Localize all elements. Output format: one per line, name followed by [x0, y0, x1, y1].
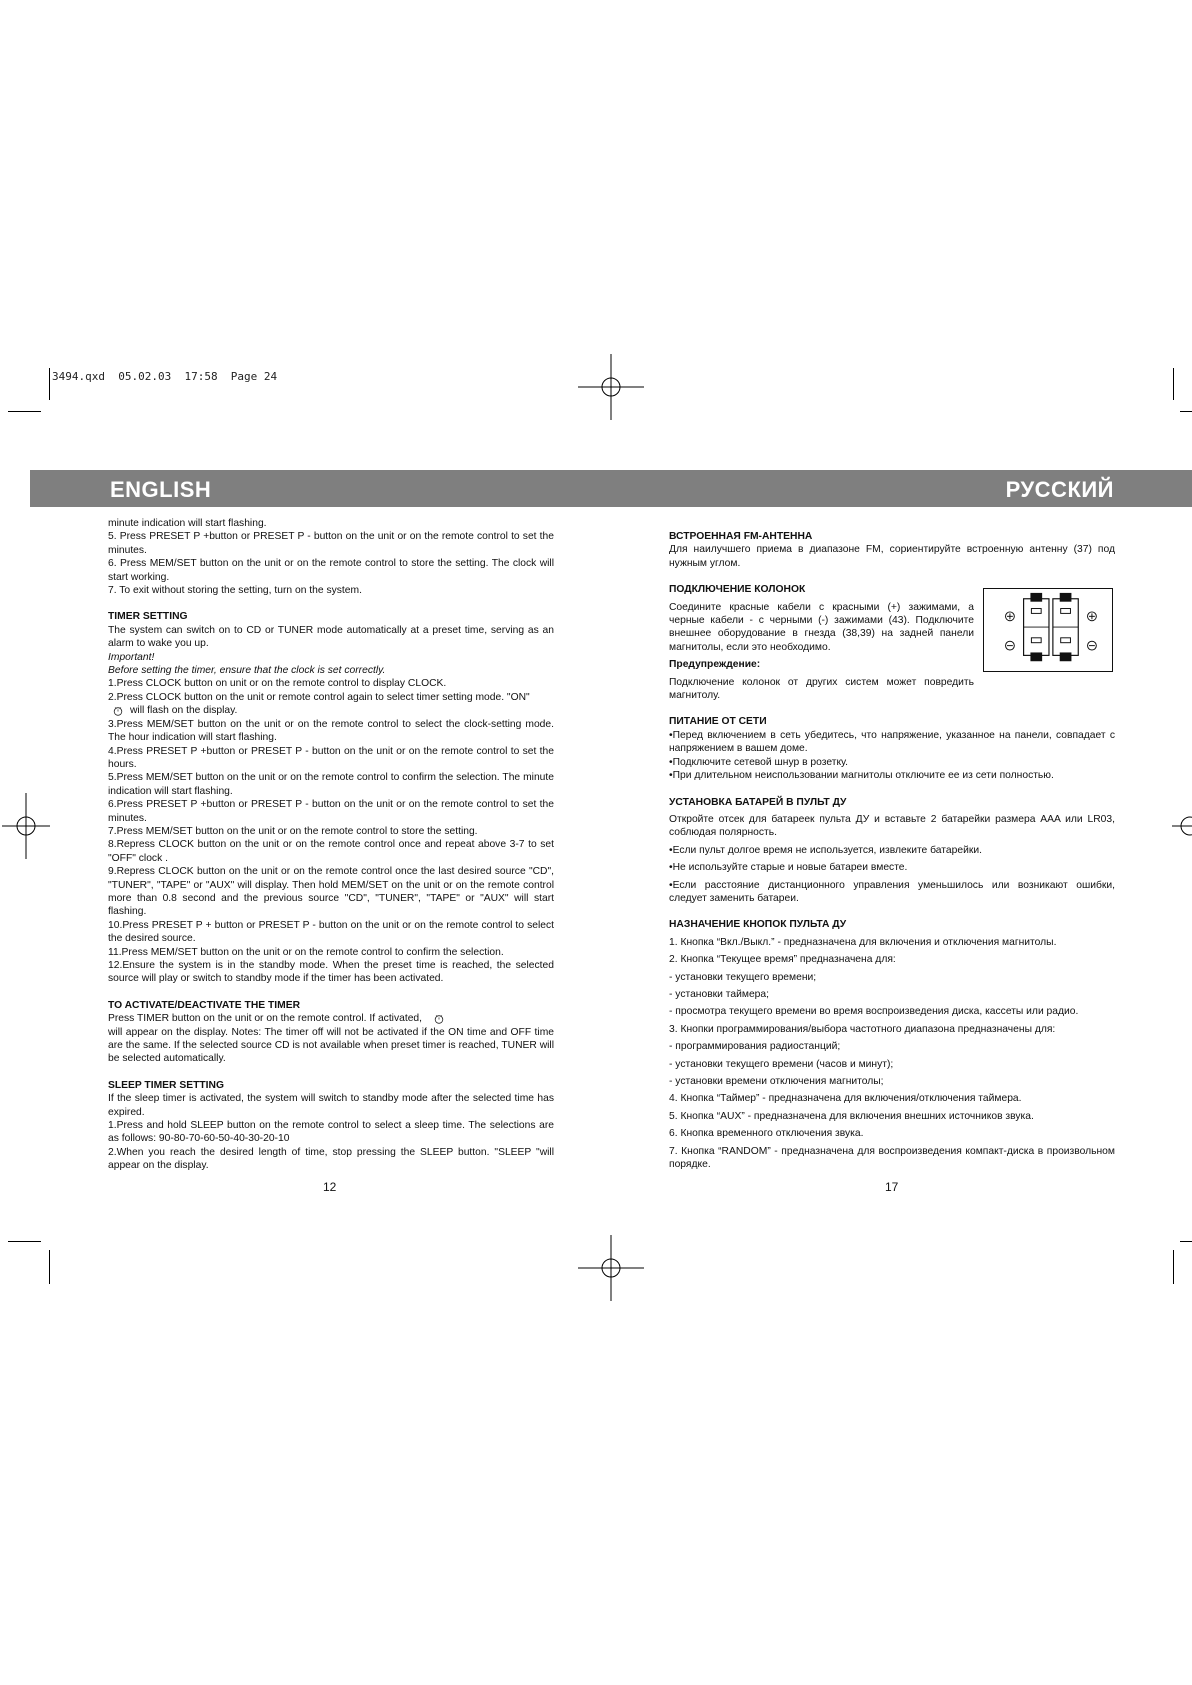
step: 3.Press MEM/SET button on the unit or on the remote control to select the clock-setting mode. The hour indication will start flashing. [108, 718, 554, 744]
page-number-right: 17 [885, 1180, 899, 1194]
registration-mark-right [1172, 793, 1192, 859]
step: 7.Press MEM/SET button on the unit or on the remote control to store the setting. [108, 825, 478, 837]
paragraph: The system can switch on to CD or TUNER mode automatically at a preset time, serving as an alarm to wake you up. [108, 624, 554, 650]
step: 1.Press and hold SLEEP button on the remote control to select a sleep time. The selections are as follows: 90-80-70-60-50-40-30-20-10 [108, 1120, 554, 1145]
step: 6.Press PRESET P +button or PRESET P - button on the unit or on the remote control to set the minutes. [108, 799, 554, 824]
bullet: •Если расстояние дистанционного управления уменьшилось или возникают ошибки, следует заменить батареи. [669, 879, 1115, 904]
crop-mark [49, 1250, 50, 1284]
paragraph-text: Press TIMER button on the unit or on the remote control. If activated, [108, 1013, 423, 1025]
list-item: - просмотра текущего времени во время воспроизведения диска, кассеты или радио. [669, 1006, 1079, 1018]
step: 8.Repress CLOCK button on the unit or on the remote control once and repeat above 3-7 to set "OFF" clock . [108, 839, 554, 864]
list-item: - программирования радиостанций; [669, 1041, 841, 1053]
step-continued [108, 704, 554, 717]
timer-clock-icon [433, 1014, 445, 1024]
step: 11.Press MEM/SET button on the unit or on the remote control to confirm the selection. [108, 946, 504, 958]
list-item: - установки текущего времени (часов и минут); [669, 1058, 894, 1070]
warning-text: Подключение колонок от других систем может повредить магнитолу. [669, 676, 974, 702]
list-item: 1. Кнопка “Вкл./Выкл.” - предназначена для включения и отключения магнитолы. [669, 936, 1057, 948]
bullet: •Подключите сетевой шнур в розетку. [669, 756, 849, 768]
intro-line: 5. Press PRESET P +button or PRESET P - button on the unit or on the remote control to set the minutes. [108, 531, 554, 556]
paragraph: will appear on the display. Notes: The timer off will not be activated if the ON time and OFF time are the same. If the selected source CD is not available when preset timer is reached, TUNER will be selected automatically. [108, 1026, 554, 1065]
list-item: 6. Кнопка временного отключения звука. [669, 1128, 864, 1140]
paragraph: Соедините красные кабели с красными (+) зажимами, а черные кабели - с черными (-) зажимами (43). Подключите внешнее оборудование в гнезда (38,39) на задней панели магнитолы, если это необходимо. [669, 601, 974, 653]
bullet: •Не используйте старые и новые батареи вместе. [669, 862, 908, 874]
step: 4.Press PRESET P +button or PRESET P - button on the unit or on the remote control to set the hours. [108, 745, 554, 770]
paragraph: If the sleep timer is activated, the system will switch to standby mode after the selected time has expired. [108, 1093, 554, 1118]
crop-mark [1173, 368, 1174, 400]
important-note: Before setting the timer, ensure that the clock is set correctly. [108, 665, 386, 677]
step: 10.Press PRESET P + button or PRESET P - button on the unit or on the remote control to select the desired source. [108, 919, 554, 945]
list-item: 3. Кнопки программирования/выбора частотного диапазона предназначены для: [669, 1023, 1056, 1035]
registration-mark-left [2, 793, 50, 859]
list-item: 7. Кнопка “RANDOM” - предназначена для воспроизведения компакт-диска в произвольном порядке. [669, 1145, 1115, 1171]
step: 5.Press MEM/SET button on the unit or on the remote control to confirm the selection. The minute indication will start flashing. [108, 772, 554, 797]
language-label-english: ENGLISH [110, 477, 212, 502]
registration-mark-top [578, 354, 644, 420]
warning-label: Предупреждение: [669, 659, 761, 671]
list-item: 5. Кнопка “AUX” - предназначена для включения внешних источников звука. [669, 1110, 1034, 1122]
step: 2.When you reach the desired length of time, stop pressing the SLEEP button. "SLEEP "will appear on the display. [108, 1146, 554, 1172]
step-text: will flash on the display. [130, 705, 238, 717]
section-title-remote-buttons: НАЗНАЧЕНИЕ КНОПОК ПУЛЬТА ДУ [669, 919, 847, 931]
speaker-terminal-diagram [983, 588, 1113, 672]
registration-mark-bottom [578, 1235, 644, 1301]
crop-mark [8, 411, 41, 412]
crop-mark [1180, 411, 1192, 412]
section-title-power: ПИТАНИЕ ОТ СЕТИ [669, 716, 767, 728]
intro-line: 7. To exit without storing the setting, turn on the system. [108, 585, 362, 597]
page-number-left: 12 [323, 1180, 337, 1194]
file-slug: 3494.qxd 05.02.03 17:58 Page 24 [52, 370, 278, 383]
section-title-sleep-timer: SLEEP TIMER SETTING [108, 1079, 224, 1091]
step: 1.Press CLOCK button on unit or on the remote control to display CLOCK. [108, 678, 447, 690]
section-title-activate-timer: TO ACTIVATE/DEACTIVATE THE TIMER [108, 999, 301, 1011]
bullet: •Если пульт долгое время не используется, извлеките батарейки. [669, 844, 982, 856]
list-item: 4. Кнопка “Таймер” - предназначена для включения/отключения таймера. [669, 1093, 1022, 1105]
paragraph [108, 1012, 554, 1025]
important-label: Important! [108, 651, 155, 663]
step: 9.Repress CLOCK button on the unit or on the remote control once the last desired source "CD", "TUNER", "TAPE" or "AUX" will display. Then hold MEM/SET on the unit or on the remote control more than 0.8 second and the previous source "CD", "TUNER", "TAPE" or "AUX" will start flashing. [108, 866, 554, 918]
language-label-russian: РУССКИЙ [1005, 477, 1114, 502]
list-item: - установки текущего времени; [669, 971, 817, 983]
section-title-timer: TIMER SETTING [108, 611, 188, 623]
section-title-fm-antenna: ВСТРОЕННАЯ FM-АНТЕННА [669, 531, 813, 542]
timer-clock-icon [112, 706, 124, 716]
step: 12.Ensure the system is in the standby mode. When the preset time is reached, the selected source will play or switch to standby mode if the timer has been activated. [108, 960, 554, 985]
list-item: 2. Кнопка “Текущее время” предназначена для: [669, 954, 896, 966]
paragraph: Откройте отсек для батареек пульта ДУ и вставьте 2 батарейки размера AAA или LR03, соблюдая полярность. [669, 813, 1115, 839]
step: 2.Press CLOCK button on the unit or remote control again to select timer setting mode. "ON" [108, 691, 530, 703]
intro-line: 6. Press MEM/SET button on the unit or on the remote control to store the setting. The clock will start working. [108, 558, 554, 583]
intro-line: minute indication will start flashing. [108, 518, 267, 529]
bullet: •Перед включением в сеть убедитесь, что напряжение, указанное на панели, совпадает с напряжением в вашем доме. [669, 729, 1115, 755]
crop-mark [8, 1241, 41, 1242]
crop-mark [1180, 1241, 1192, 1242]
bullet: •При длительном неиспользовании магнитолы отключите ее из сети полностью. [669, 770, 1054, 782]
list-item: - установки времени отключения магнитолы; [669, 1076, 884, 1087]
section-title-batteries: УСТАНОВКА БАТАРЕЙ В ПУЛЬТ ДУ [669, 796, 847, 808]
paragraph: Для наилучшего приема в диапазоне FM, сориентируйте встроенную антенну (37) под нужным углом. [669, 544, 1115, 569]
crop-mark [1173, 1250, 1174, 1284]
english-column [108, 517, 554, 1173]
list-item: - установки таймера; [669, 988, 769, 1000]
section-title-speakers: ПОДКЛЮЧЕНИЕ КОЛОНОК [669, 584, 806, 596]
language-header-bar [30, 470, 1192, 507]
crop-mark [49, 368, 50, 400]
